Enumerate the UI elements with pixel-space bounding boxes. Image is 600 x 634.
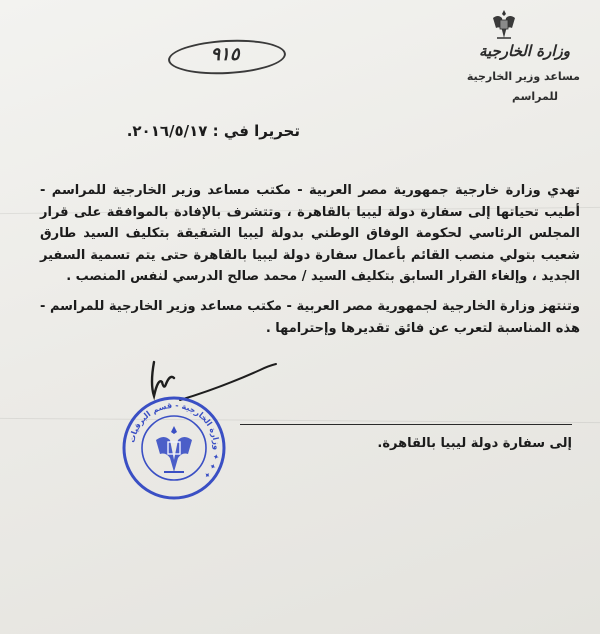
recipient-line: إلى سفارة دولة ليبيا بالقاهرة. xyxy=(377,436,572,451)
body-paragraph-2: وتنتهز وزارة الخارجية لجمهورية مصر العربية - مكتب مساعد وزير الخارجية للمراسم - هذه المناسبة لتعرب عن فائق تقديرها وإحترامها . xyxy=(40,299,580,336)
paper-crease xyxy=(0,418,600,423)
department-name: للمراسم xyxy=(511,90,558,103)
signature-rule xyxy=(240,424,572,425)
letter-date: تحريرا في : ٢٠١٦/٥/١٧. xyxy=(126,122,300,140)
body-paragraph-1: تهدي وزارة خارجية جمهورية مصر العربية - مكتب مساعد وزير الخارجية للمراسم - أطيب تحياتها إلى سفارة دولة ليبيا بالقاهرة ، وتتشرف بالإفادة بالموافقة على قرار المجلس الرئاسي لحكومة الوفاق الوطني بدولة ليبيا الشقيقة بتكليف السيد طارق شعيب بتولي منصب القائم بأعمال سفارة دولة ليبيا بالقاهرة حتى يتم تسمية السفير الجديد ، وإلغاء القرار السابق بتكليف السيد / محمد صالح الدرسي لنفس المنصب . xyxy=(40,183,580,284)
reference-number: ٩١٥ xyxy=(210,44,240,65)
ministry-name: وزارة الخارجية xyxy=(478,42,570,60)
eagle-emblem-icon xyxy=(490,8,518,42)
svg-text:وزارة الخارجية - قسم البرقيات: وزارة الخارجية - قسم البرقيات ✦ ✦ ✦ xyxy=(127,400,222,481)
office-name: مساعد وزير الخارجية xyxy=(466,70,580,83)
official-stamp-seal xyxy=(120,394,228,502)
